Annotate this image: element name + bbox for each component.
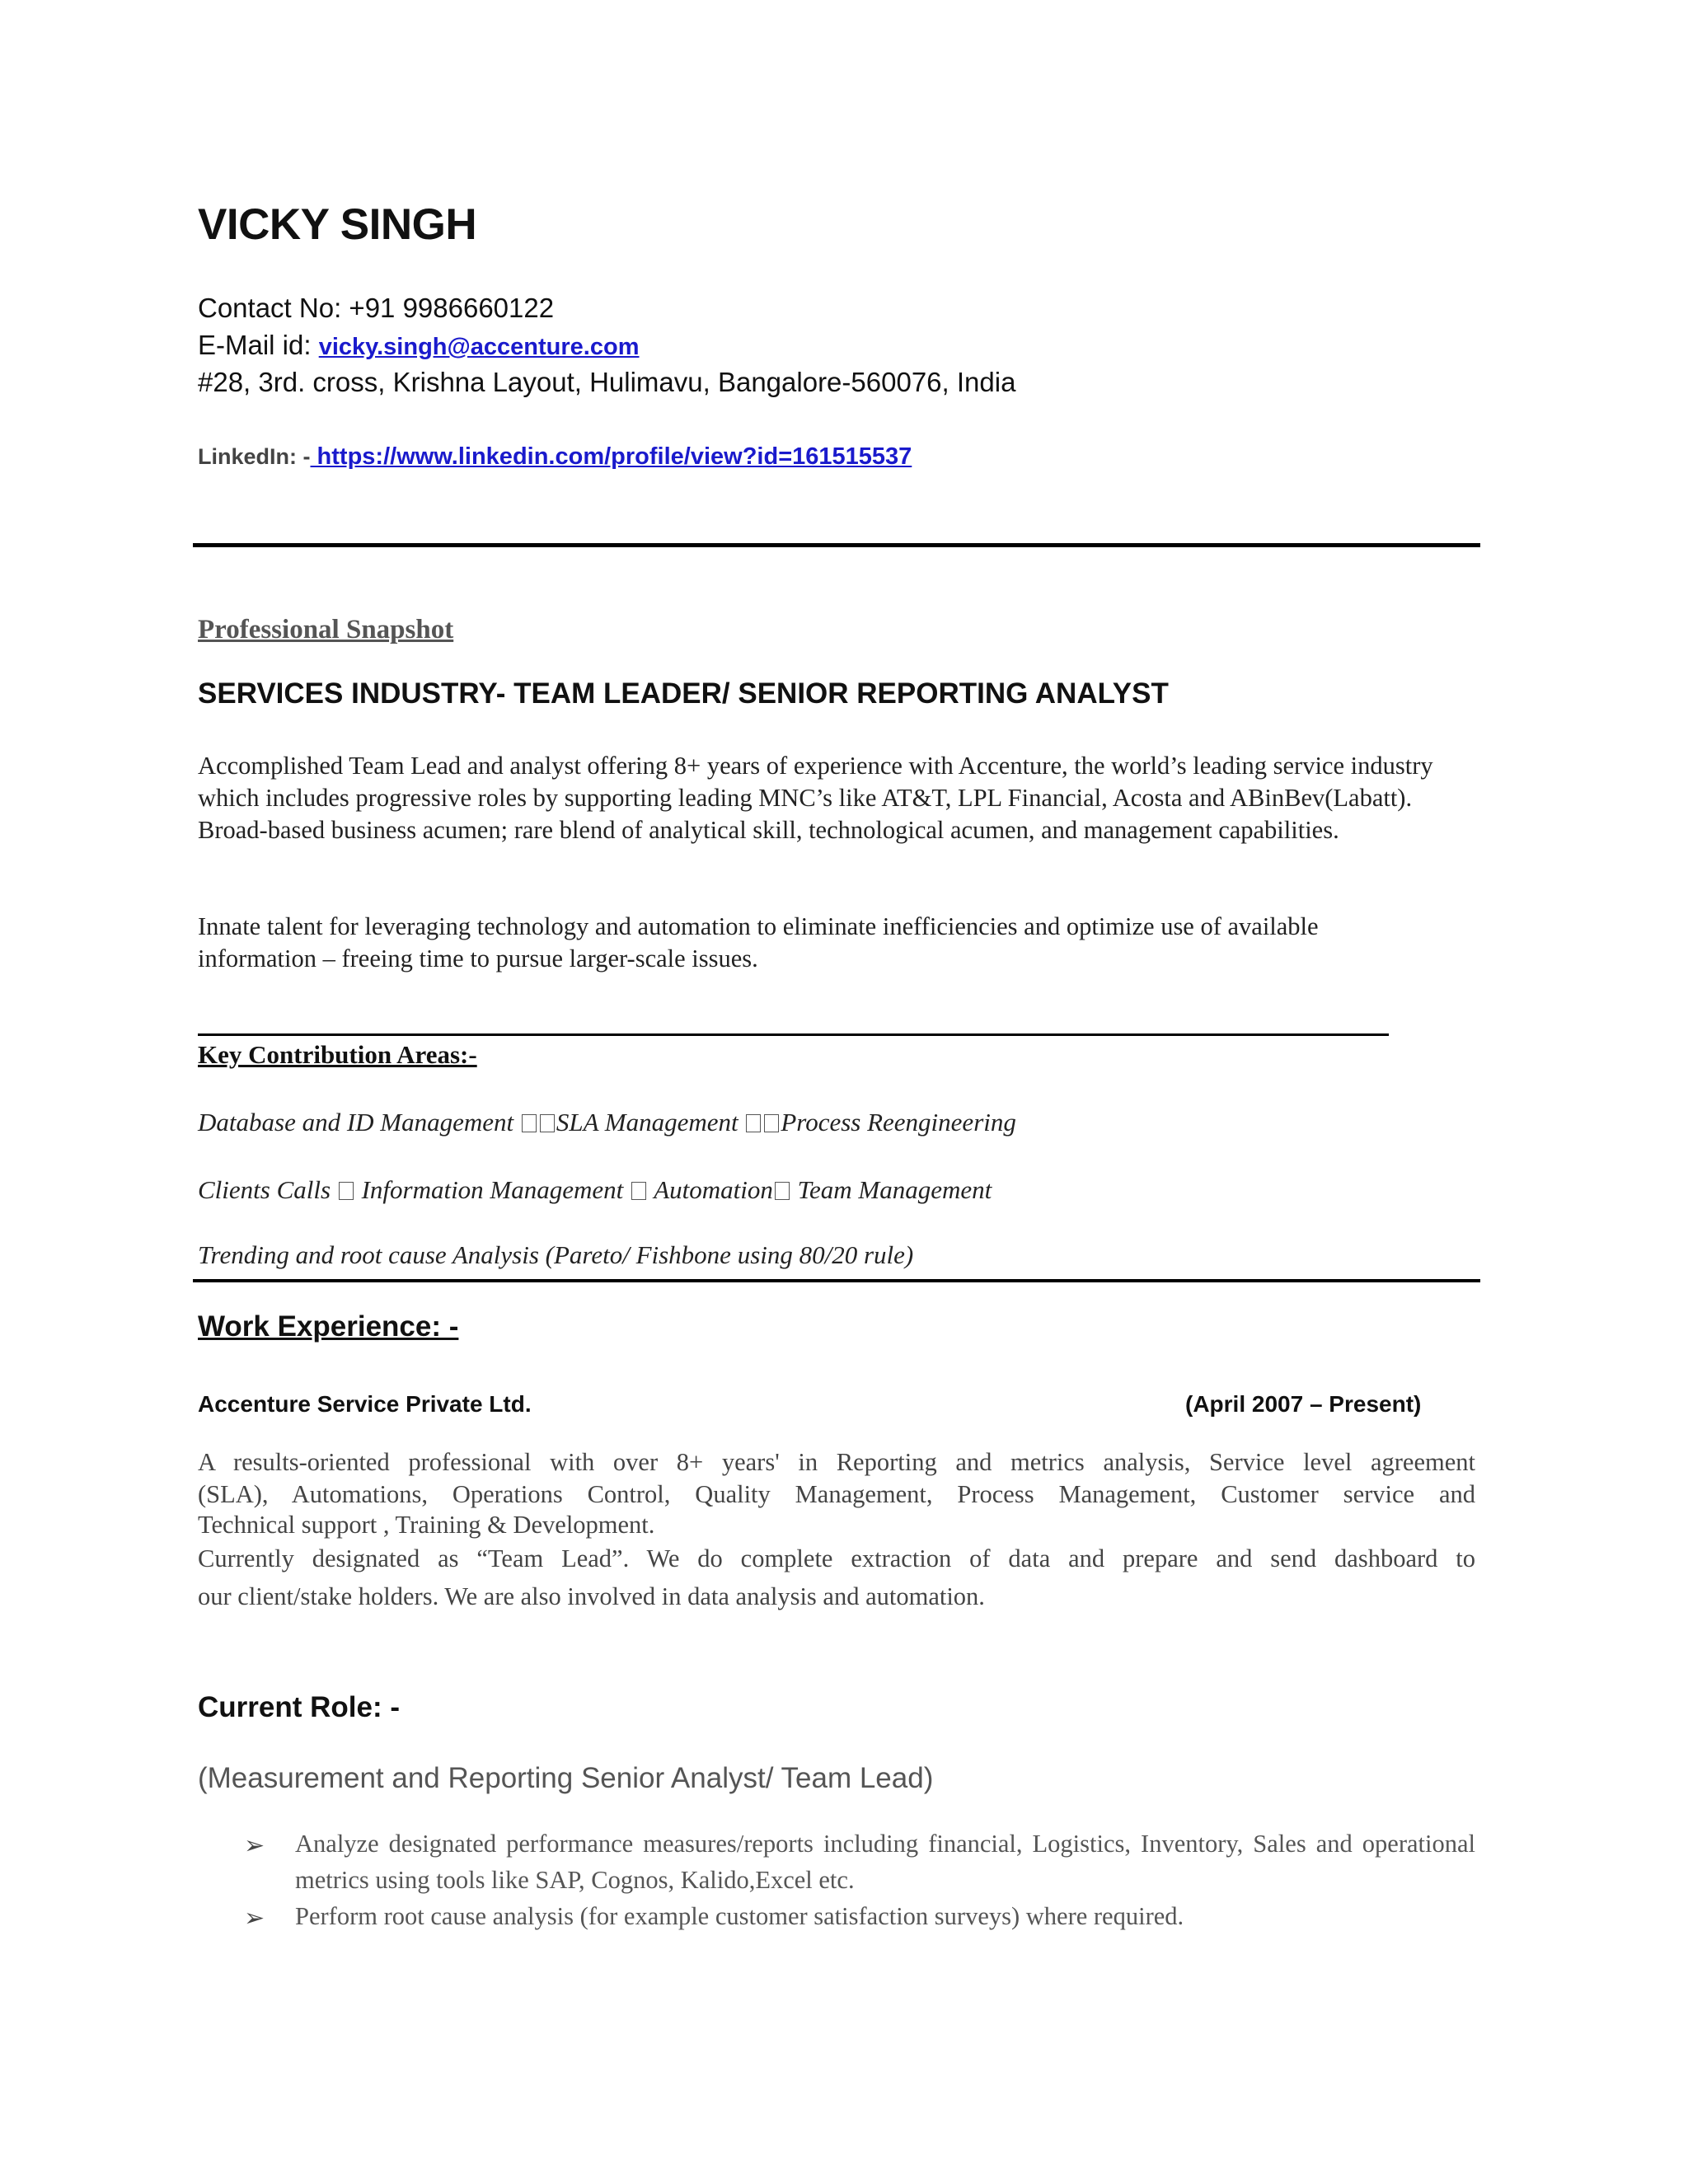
professional-snapshot-title: Professional Snapshot: [198, 615, 454, 644]
headline: SERVICES INDUSTRY- TEAM LEADER/ SENIOR REPORTING ANALYST: [198, 677, 1169, 710]
contribution-item: Database and ID Management: [198, 1108, 520, 1137]
missing-glyph-icon: [764, 1114, 779, 1132]
contribution-divider: [198, 1033, 1389, 1036]
work-experience-title: Work Experience: -: [198, 1310, 459, 1343]
summary-line-3: Technical support , Training & Development.: [198, 1511, 655, 1539]
candidate-name: VICKY SINGH: [198, 200, 477, 249]
contribution-item: Automation: [648, 1175, 773, 1204]
email-line: [198, 330, 639, 361]
arrow-bullet-icon: ➢: [244, 1832, 265, 1859]
contribution-item: Clients Calls: [198, 1175, 337, 1204]
email-label: E-Mail id:: [198, 330, 319, 360]
contribution-line-1: [198, 1108, 1016, 1137]
current-role-title: Current Role: -: [198, 1691, 400, 1723]
summary-line-2: (SLA), Automations, Operations Control, Quality Management, Process Management, Customer service and: [198, 1480, 1475, 1508]
missing-glyph-icon: [339, 1182, 354, 1200]
snapshot-paragraph-1: Accomplished Team Lead and analyst offering 8+ years of experience with Accenture, the world’s leading service industry which includes progressive roles by supporting leading MNC’s like AT&T, LPL Financial, Acosta and ABinBev(Labatt). Broad-based business acumen; rare blend of analytical skill, technological acumen, and management capabilities.: [198, 752, 1433, 844]
missing-glyph-icon: [522, 1114, 537, 1132]
key-contribution-title: Key Contribution Areas:-: [198, 1040, 477, 1069]
arrow-bullet-icon: ➢: [244, 1905, 265, 1932]
missing-glyph-icon: [631, 1182, 646, 1200]
missing-glyph-icon: [746, 1114, 761, 1132]
role-bullet-1: Analyze designated performance measures/reports including financial, Logistics, Inventory, Sales and operational metrics using tools like SAP, Cognos, Kalido,Excel etc.: [295, 1830, 1475, 1894]
contribution-item: Information Management: [354, 1175, 631, 1204]
contribution-line-3: Trending and root cause Analysis (Pareto/ Fishbone using 80/20 rule): [198, 1240, 914, 1269]
missing-glyph-icon: [775, 1182, 790, 1200]
email-link[interactable]: vicky.singh@accenture.com: [318, 334, 640, 360]
current-role-subtitle: (Measurement and Reporting Senior Analyst/ Team Lead): [198, 1762, 934, 1794]
contribution-item: Process Reengineering: [781, 1108, 1016, 1137]
contribution-item: SLA Management: [556, 1108, 745, 1137]
summary-line-1: A results-oriented professional with over 8+ years' in Reporting and metrics analysis, Service level agreement: [198, 1448, 1475, 1476]
work-divider: [193, 1279, 1480, 1282]
role-bullet-2: Perform root cause analysis (for example customer satisfaction surveys) where required.: [295, 1902, 1184, 1930]
summary-line-5: our client/stake holders. We are also involved in data analysis and automation.: [198, 1582, 985, 1610]
linkedin-line: [198, 443, 912, 471]
linkedin-label: LinkedIn: -: [198, 444, 311, 469]
address: #28, 3rd. cross, Krishna Layout, Hulimavu, Bangalore-560076, India: [198, 367, 1016, 397]
snapshot-paragraph-2: Innate talent for leveraging technology and automation to eliminate inefficiencies and optimize use of available information – freeing time to pursue larger-scale issues.: [198, 912, 1319, 972]
contribution-item: Team Management: [790, 1175, 992, 1204]
summary-line-4: Currently designated as “Team Lead”. We do complete extraction of data and prepare and send dashboard to: [198, 1544, 1475, 1572]
company-name: Accenture Service Private Ltd.: [198, 1391, 532, 1417]
contact-number: Contact No: +91 9986660122: [198, 293, 555, 323]
contribution-line-2: [198, 1175, 992, 1205]
employment-dates: (April 2007 – Present): [1185, 1391, 1422, 1417]
header-divider: [193, 543, 1480, 547]
missing-glyph-icon: [540, 1114, 555, 1132]
linkedin-link[interactable]: https://www.linkedin.com/profile/view?id=161515537: [310, 443, 912, 470]
